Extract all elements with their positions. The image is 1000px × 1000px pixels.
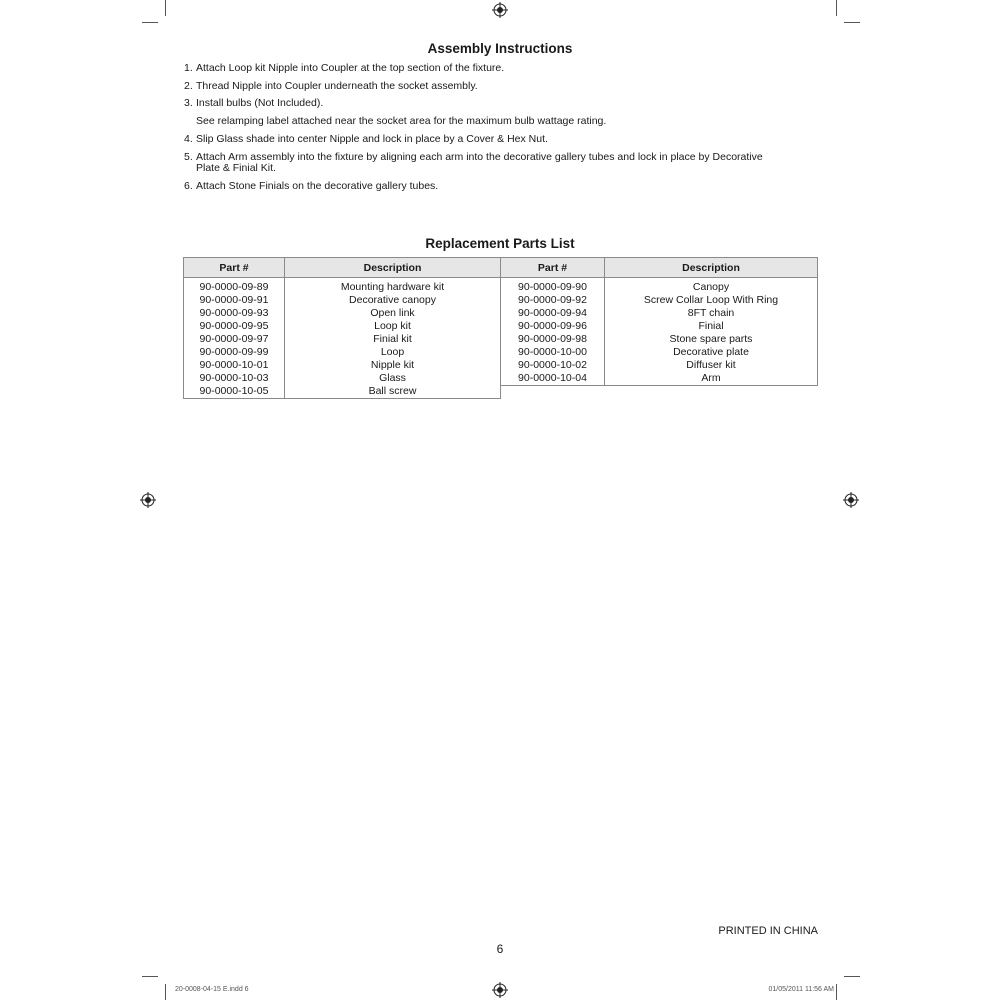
table-row	[501, 346, 818, 359]
table-row	[184, 294, 501, 307]
table-row	[501, 278, 818, 295]
part-number: 90-0000-09-96	[501, 320, 605, 333]
step-text-continued: Plate & Finial Kit.	[196, 162, 276, 174]
part-description: Diffuser kit	[605, 359, 818, 372]
part-number: 90-0000-10-03	[184, 372, 285, 385]
crop-mark	[165, 984, 166, 1000]
table-row	[501, 333, 818, 346]
part-description: Ball screw	[285, 385, 501, 399]
step-number: 3.	[184, 97, 193, 109]
crop-mark	[844, 976, 860, 977]
instruction-step-4	[184, 133, 824, 145]
part-description: Stone spare parts	[605, 333, 818, 346]
step-number: 2.	[184, 80, 193, 92]
table-row	[184, 372, 501, 385]
part-number: 90-0000-09-90	[501, 278, 605, 295]
part-description: Finial	[605, 320, 818, 333]
part-description: Arm	[605, 372, 818, 386]
crop-mark	[836, 0, 837, 16]
crop-mark	[165, 0, 166, 16]
date-slug: 01/05/2011 11:56 AM	[768, 986, 834, 993]
part-number: 90-0000-10-04	[501, 372, 605, 386]
part-description: Open link	[285, 307, 501, 320]
part-description: Decorative canopy	[285, 294, 501, 307]
part-number: 90-0000-09-92	[501, 294, 605, 307]
table-row	[184, 320, 501, 333]
part-number: 90-0000-09-95	[184, 320, 285, 333]
parts-list-title: Replacement Parts List	[425, 236, 575, 251]
table-row	[501, 372, 818, 386]
registration-mark-icon	[843, 492, 859, 508]
part-number: 90-0000-09-94	[501, 307, 605, 320]
step-number: 4.	[184, 133, 193, 145]
crop-mark	[844, 22, 860, 23]
step-text: Install bulbs (Not Included).	[196, 97, 324, 109]
instruction-step-6	[184, 180, 824, 192]
assembly-title: Assembly Instructions	[427, 41, 573, 56]
part-description: Mounting hardware kit	[285, 278, 501, 295]
step-note: See relamping label attached near the socket area for the maximum bulb wattage rating.	[196, 115, 607, 127]
registration-mark-icon	[140, 492, 156, 508]
parts-table-right	[500, 257, 818, 386]
step-text: Slip Glass shade into center Nipple and lock in place by a Cover & Hex Nut.	[196, 133, 548, 145]
part-number: 90-0000-10-01	[184, 359, 285, 372]
printed-in-label: PRINTED IN CHINA	[718, 925, 818, 937]
table-row	[501, 359, 818, 372]
step-text: Attach Loop kit Nipple into Coupler at the top section of the fixture.	[196, 62, 505, 74]
table-row	[184, 385, 501, 399]
crop-mark	[142, 22, 158, 23]
part-number-header: Part #	[184, 258, 285, 278]
part-number: 90-0000-09-98	[501, 333, 605, 346]
part-number: 90-0000-10-05	[184, 385, 285, 399]
step-number: 6.	[184, 180, 193, 192]
part-description: Finial kit	[285, 333, 501, 346]
part-description: Decorative plate	[605, 346, 818, 359]
part-description: Screw Collar Loop With Ring	[605, 294, 818, 307]
part-number: 90-0000-09-91	[184, 294, 285, 307]
registration-mark-icon	[492, 2, 508, 18]
instruction-step-2	[184, 80, 824, 92]
part-number: 90-0000-09-93	[184, 307, 285, 320]
instruction-step-1	[184, 62, 824, 74]
part-number: 90-0000-10-02	[501, 359, 605, 372]
description-header: Description	[605, 258, 818, 278]
step-text: Thread Nipple into Coupler underneath the socket assembly.	[196, 80, 478, 92]
instruction-step-3	[184, 97, 824, 109]
part-description: Loop kit	[285, 320, 501, 333]
part-description: Glass	[285, 372, 501, 385]
table-row	[184, 307, 501, 320]
table-row	[184, 278, 501, 295]
page-number: 6	[496, 942, 504, 956]
part-number: 90-0000-10-00	[501, 346, 605, 359]
table-row	[501, 294, 818, 307]
step-text: Attach Stone Finials on the decorative gallery tubes.	[196, 180, 439, 192]
part-description: 8FT chain	[605, 307, 818, 320]
instruction-step-3-note	[184, 115, 824, 127]
table-row	[184, 359, 501, 372]
table-row	[501, 320, 818, 333]
part-description: Canopy	[605, 278, 818, 295]
part-description: Loop	[285, 346, 501, 359]
step-number: 1.	[184, 62, 193, 74]
crop-mark	[142, 976, 158, 977]
part-description: Nipple kit	[285, 359, 501, 372]
registration-mark-icon	[492, 982, 508, 998]
step-number: 5.	[184, 151, 193, 163]
part-number: 90-0000-09-89	[184, 278, 285, 295]
step-text: Attach Arm assembly into the fixture by aligning each arm into the decorative gallery tubes and lock in place by Decorative	[196, 151, 763, 163]
part-number-header: Part #	[501, 258, 605, 278]
part-number: 90-0000-09-99	[184, 346, 285, 359]
parts-table-left	[183, 257, 501, 399]
table-header-row	[501, 258, 818, 278]
file-slug: 20-0008-04-15 E.indd 6	[175, 986, 249, 993]
table-row	[184, 333, 501, 346]
table-row	[501, 307, 818, 320]
part-number: 90-0000-09-97	[184, 333, 285, 346]
crop-mark	[836, 984, 837, 1000]
description-header: Description	[285, 258, 501, 278]
instruction-step-5-cont	[184, 162, 824, 174]
table-header-row	[184, 258, 501, 278]
table-row	[184, 346, 501, 359]
